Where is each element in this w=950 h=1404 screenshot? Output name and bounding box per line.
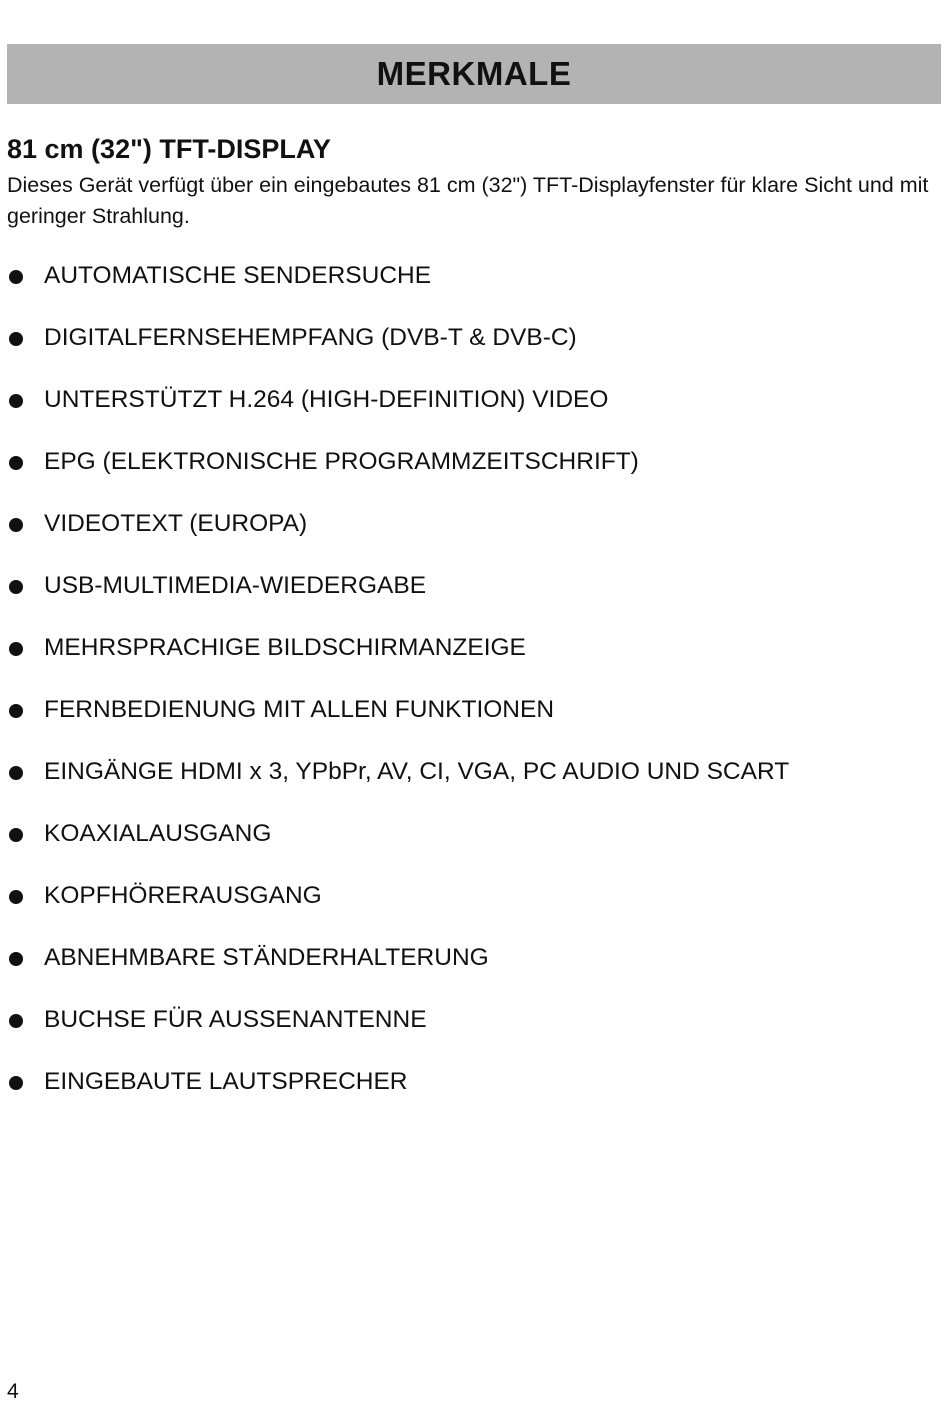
list-item	[7, 384, 937, 446]
feature-label: UNTERSTÜTZT H.264 (HIGH-DEFINITION) VIDEO	[44, 386, 609, 413]
list-item	[7, 322, 937, 384]
list-item	[7, 570, 937, 632]
list-item	[7, 694, 937, 756]
bullet-icon	[9, 642, 23, 656]
bullet-icon	[9, 518, 23, 532]
section-intro: Dieses Gerät verfügt über ein eingebautes 81 cm (32") TFT-Displayfenster für klare Sicht und mit geringer Strahlung.	[7, 173, 929, 228]
bullet-icon	[9, 270, 23, 284]
bullet-icon	[9, 704, 23, 718]
header-bar	[7, 44, 941, 104]
list-item	[7, 446, 937, 508]
bullet-icon	[9, 952, 23, 966]
list-item	[7, 508, 937, 570]
page-number: 4	[7, 1380, 19, 1403]
feature-label: AUTOMATISCHE SENDERSUCHE	[44, 262, 432, 289]
bullet-icon	[9, 332, 23, 346]
feature-list	[7, 260, 937, 1128]
feature-label: KOAXIALAUSGANG	[44, 820, 272, 847]
list-item	[7, 756, 937, 818]
bullet-icon	[9, 1014, 23, 1028]
bullet-icon	[9, 580, 23, 594]
feature-label: VIDEOTEXT (EUROPA)	[44, 510, 308, 537]
list-item	[7, 880, 937, 942]
feature-label: KOPFHÖRERAUSGANG	[44, 882, 322, 909]
list-item	[7, 818, 937, 880]
section-title: 81 cm (32") TFT-DISPLAY	[7, 134, 331, 164]
bullet-icon	[9, 1076, 23, 1090]
bullet-icon	[9, 828, 23, 842]
list-item	[7, 942, 937, 1004]
list-item	[7, 1004, 937, 1066]
feature-label: EINGEBAUTE LAUTSPRECHER	[44, 1068, 408, 1095]
feature-label: USB-MULTIMEDIA-WIEDERGABE	[44, 572, 427, 599]
feature-label: DIGITALFERNSEHEMPFANG (DVB-T & DVB-C)	[44, 324, 577, 351]
bullet-icon	[9, 766, 23, 780]
feature-label: EINGÄNGE HDMI x 3, YPbPr, AV, CI, VGA, PC AUDIO UND SCART	[44, 758, 790, 785]
feature-label: FERNBEDIENUNG MIT ALLEN FUNKTIONEN	[44, 696, 555, 723]
page-title: MERKMALE	[376, 55, 572, 92]
feature-label: ABNEHMBARE STÄNDERHALTERUNG	[44, 944, 489, 971]
list-item	[7, 1066, 937, 1128]
feature-label: BUCHSE FÜR AUSSENANTENNE	[44, 1006, 427, 1033]
feature-label: MEHRSPRACHIGE BILDSCHIRMANZEIGE	[44, 634, 526, 661]
bullet-icon	[9, 456, 23, 470]
bullet-icon	[9, 394, 23, 408]
list-item	[7, 260, 937, 322]
bullet-icon	[9, 890, 23, 904]
list-item	[7, 632, 937, 694]
feature-label: EPG (ELEKTRONISCHE PROGRAMMZEITSCHRIFT)	[44, 448, 639, 475]
